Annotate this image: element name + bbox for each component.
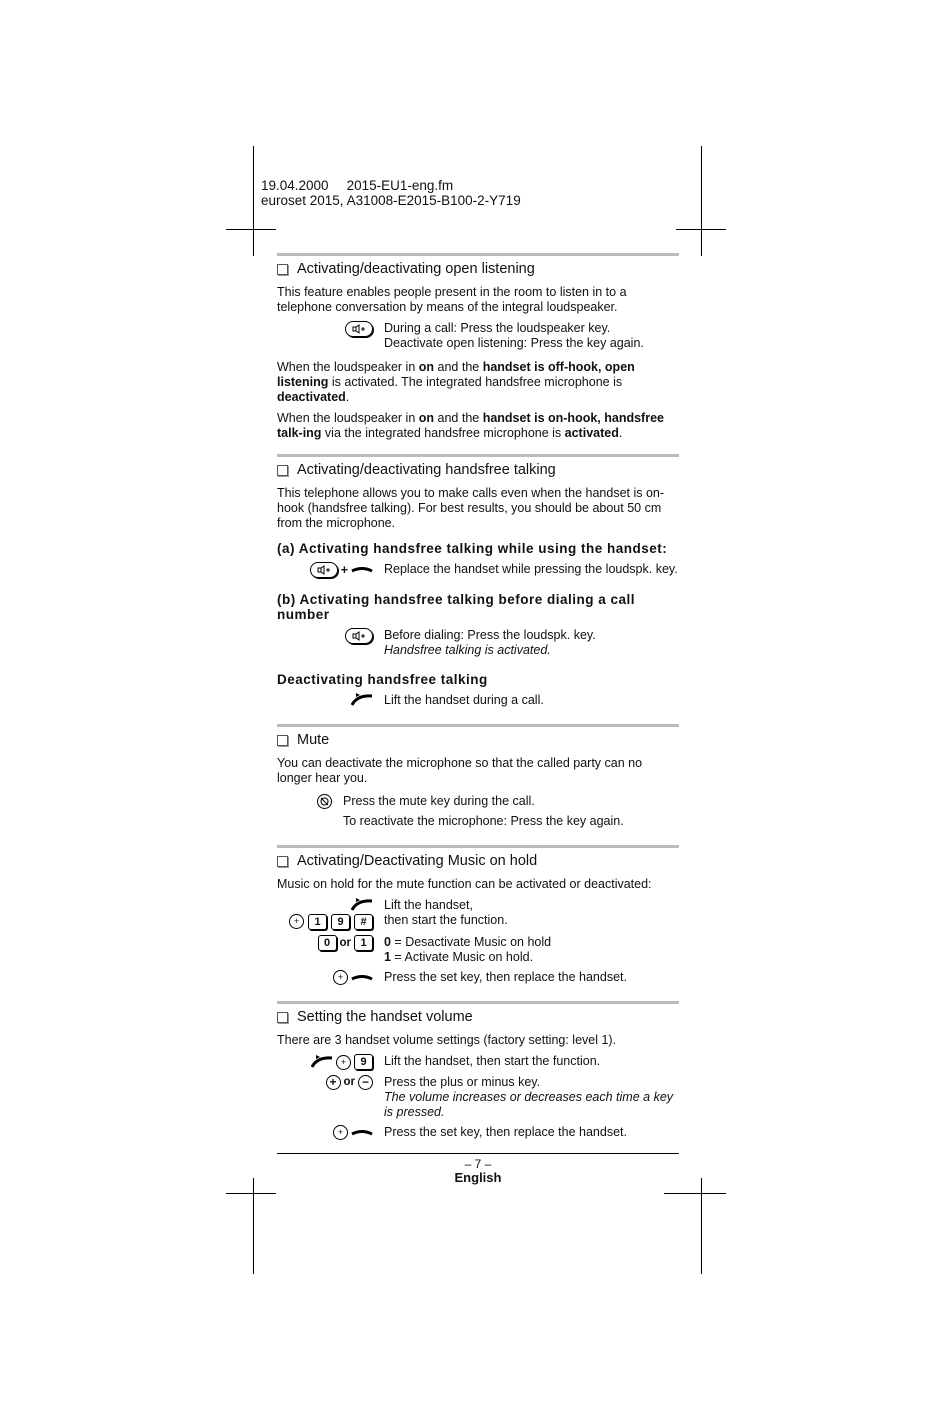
page-number: – 7 – [464,1157,492,1171]
step-text: Press the mute key during the call. [343,794,535,808]
section-rule [277,845,679,848]
checkbox-bullet-icon [277,1012,288,1023]
step-row [277,321,679,351]
paragraph: When the loudspeaker in on and the handset is on-hook, handsfree talk-ing via the integrated handsfree microphone is activated. [277,411,664,440]
step-text: Lift the handset, [384,898,473,912]
page-footer [277,1153,679,1185]
section-rule [277,1001,679,1004]
step-text: Replace the handset while pressing the loudspk. key. [384,562,678,576]
hash-key: # [354,914,373,930]
intro-text: This telephone allows you to make calls even when the handset is on-hook (handsfree talking). For best results, you should be about 50 cm from the microphone. [277,486,665,530]
paragraph: When the loudspeaker in on and the handset is off-hook, open listening is activated. The integrated handsfree microphone is deactivated. [277,360,635,404]
key-1: 1 [354,935,373,951]
step-text: Before dialing: Press the loudspk. key. [384,628,596,642]
set-key-icon: + [289,914,304,929]
loudspeaker-key-icon [310,562,338,578]
step-row [277,562,679,578]
step-text: Handsfree talking is activated. [384,643,551,657]
subheading: (a) Activating handsfree talking while using the handset: [277,541,668,556]
section-rule [277,253,679,256]
intro-text: This feature enables people present in the room to listen in to a telephone conversation by means of the integral loudspeaker. [277,285,627,314]
minus-key-icon: − [358,1075,373,1090]
intro-text: There are 3 handset volume settings (factory setting: level 1). [277,1033,617,1047]
crop-mark [226,229,276,230]
set-key-icon: + [336,1055,351,1070]
set-key-icon: + [333,970,348,985]
file-header [261,178,521,208]
key-0: 0 [318,935,337,951]
crop-mark [676,229,726,230]
section-title: Mute [277,733,679,748]
header-date: 19.04.2000 [261,178,329,193]
mute-key-icon [317,794,332,809]
step-text: Press the set key, then replace the handset. [384,970,627,984]
section-title: Activating/Deactivating Music on hold [277,854,679,869]
set-key-icon: + [333,1125,348,1140]
step-row [277,1054,679,1070]
step-text: Deactivate open listening: Press the key again. [384,336,644,350]
page-content [277,253,679,1145]
footer-language: English [454,1170,502,1185]
option-text: 1 = Activate Music on hold. [384,950,534,964]
handset-lift-icon [351,693,373,707]
step-text: then start the function. [384,913,508,927]
key-1: 1 [308,914,327,930]
or-text: or [339,936,351,949]
step-row [277,693,679,708]
step-text: Lift the handset, then start the function. [384,1054,601,1068]
section-title: Activating/deactivating handsfree talking [277,463,679,478]
step-text: To reactivate the microphone: Press the key again. [343,814,624,828]
step-row [277,898,679,930]
checkbox-bullet-icon [277,856,288,867]
or-text: or [343,1076,355,1088]
step-text: Lift the handset during a call. [384,693,544,707]
step-row [277,794,679,829]
checkbox-bullet-icon [277,465,288,476]
key-9: 9 [331,914,350,930]
crop-mark [253,146,254,256]
loudspeaker-key-icon [345,628,373,644]
loudspeaker-key-icon [345,321,373,337]
header-file: 2015-EU1-eng.fm [346,178,454,193]
key-9: 9 [354,1054,373,1070]
crop-mark [701,146,702,256]
step-text: Press the plus or minus key. [384,1075,541,1089]
handset-replace-icon [351,566,373,574]
section-title: Setting the handset volume [277,1010,679,1025]
step-row [277,935,679,965]
handset-replace-icon [351,974,373,982]
step-text: During a call: Press the loudspeaker key. [384,321,611,335]
step-row [277,1075,679,1120]
subheading: (b) Activating handsfree talking before dialing a call number [277,592,636,622]
step-text: Press the set key, then replace the handset. [384,1125,627,1139]
step-row [277,628,679,658]
intro-text: Music on hold for the mute function can be activated or deactivated: [277,877,652,891]
section-title: Activating/deactivating open listening [277,262,679,277]
plus-sign: + [340,562,348,577]
step-text: The volume increases or decreases each time a key is pressed. [384,1090,674,1119]
handset-lift-icon [351,898,373,912]
handset-lift-icon [311,1055,333,1069]
subheading: Deactivating handsfree talking [277,672,488,687]
section-rule [277,454,679,457]
step-row [277,970,679,985]
handset-replace-icon [351,1129,373,1137]
crop-mark [664,1193,726,1194]
option-text: 0 = Desactivate Music on hold [384,935,552,949]
section-rule [277,724,679,727]
step-row [277,1125,679,1140]
header-model: euroset 2015, A31008-E2015-B100-2-Y719 [261,193,521,208]
checkbox-bullet-icon [277,264,288,275]
plus-key-icon: + [326,1075,341,1090]
checkbox-bullet-icon [277,735,288,746]
intro-text: You can deactivate the microphone so that the called party can no longer hear you. [277,756,643,785]
crop-mark [226,1193,276,1194]
